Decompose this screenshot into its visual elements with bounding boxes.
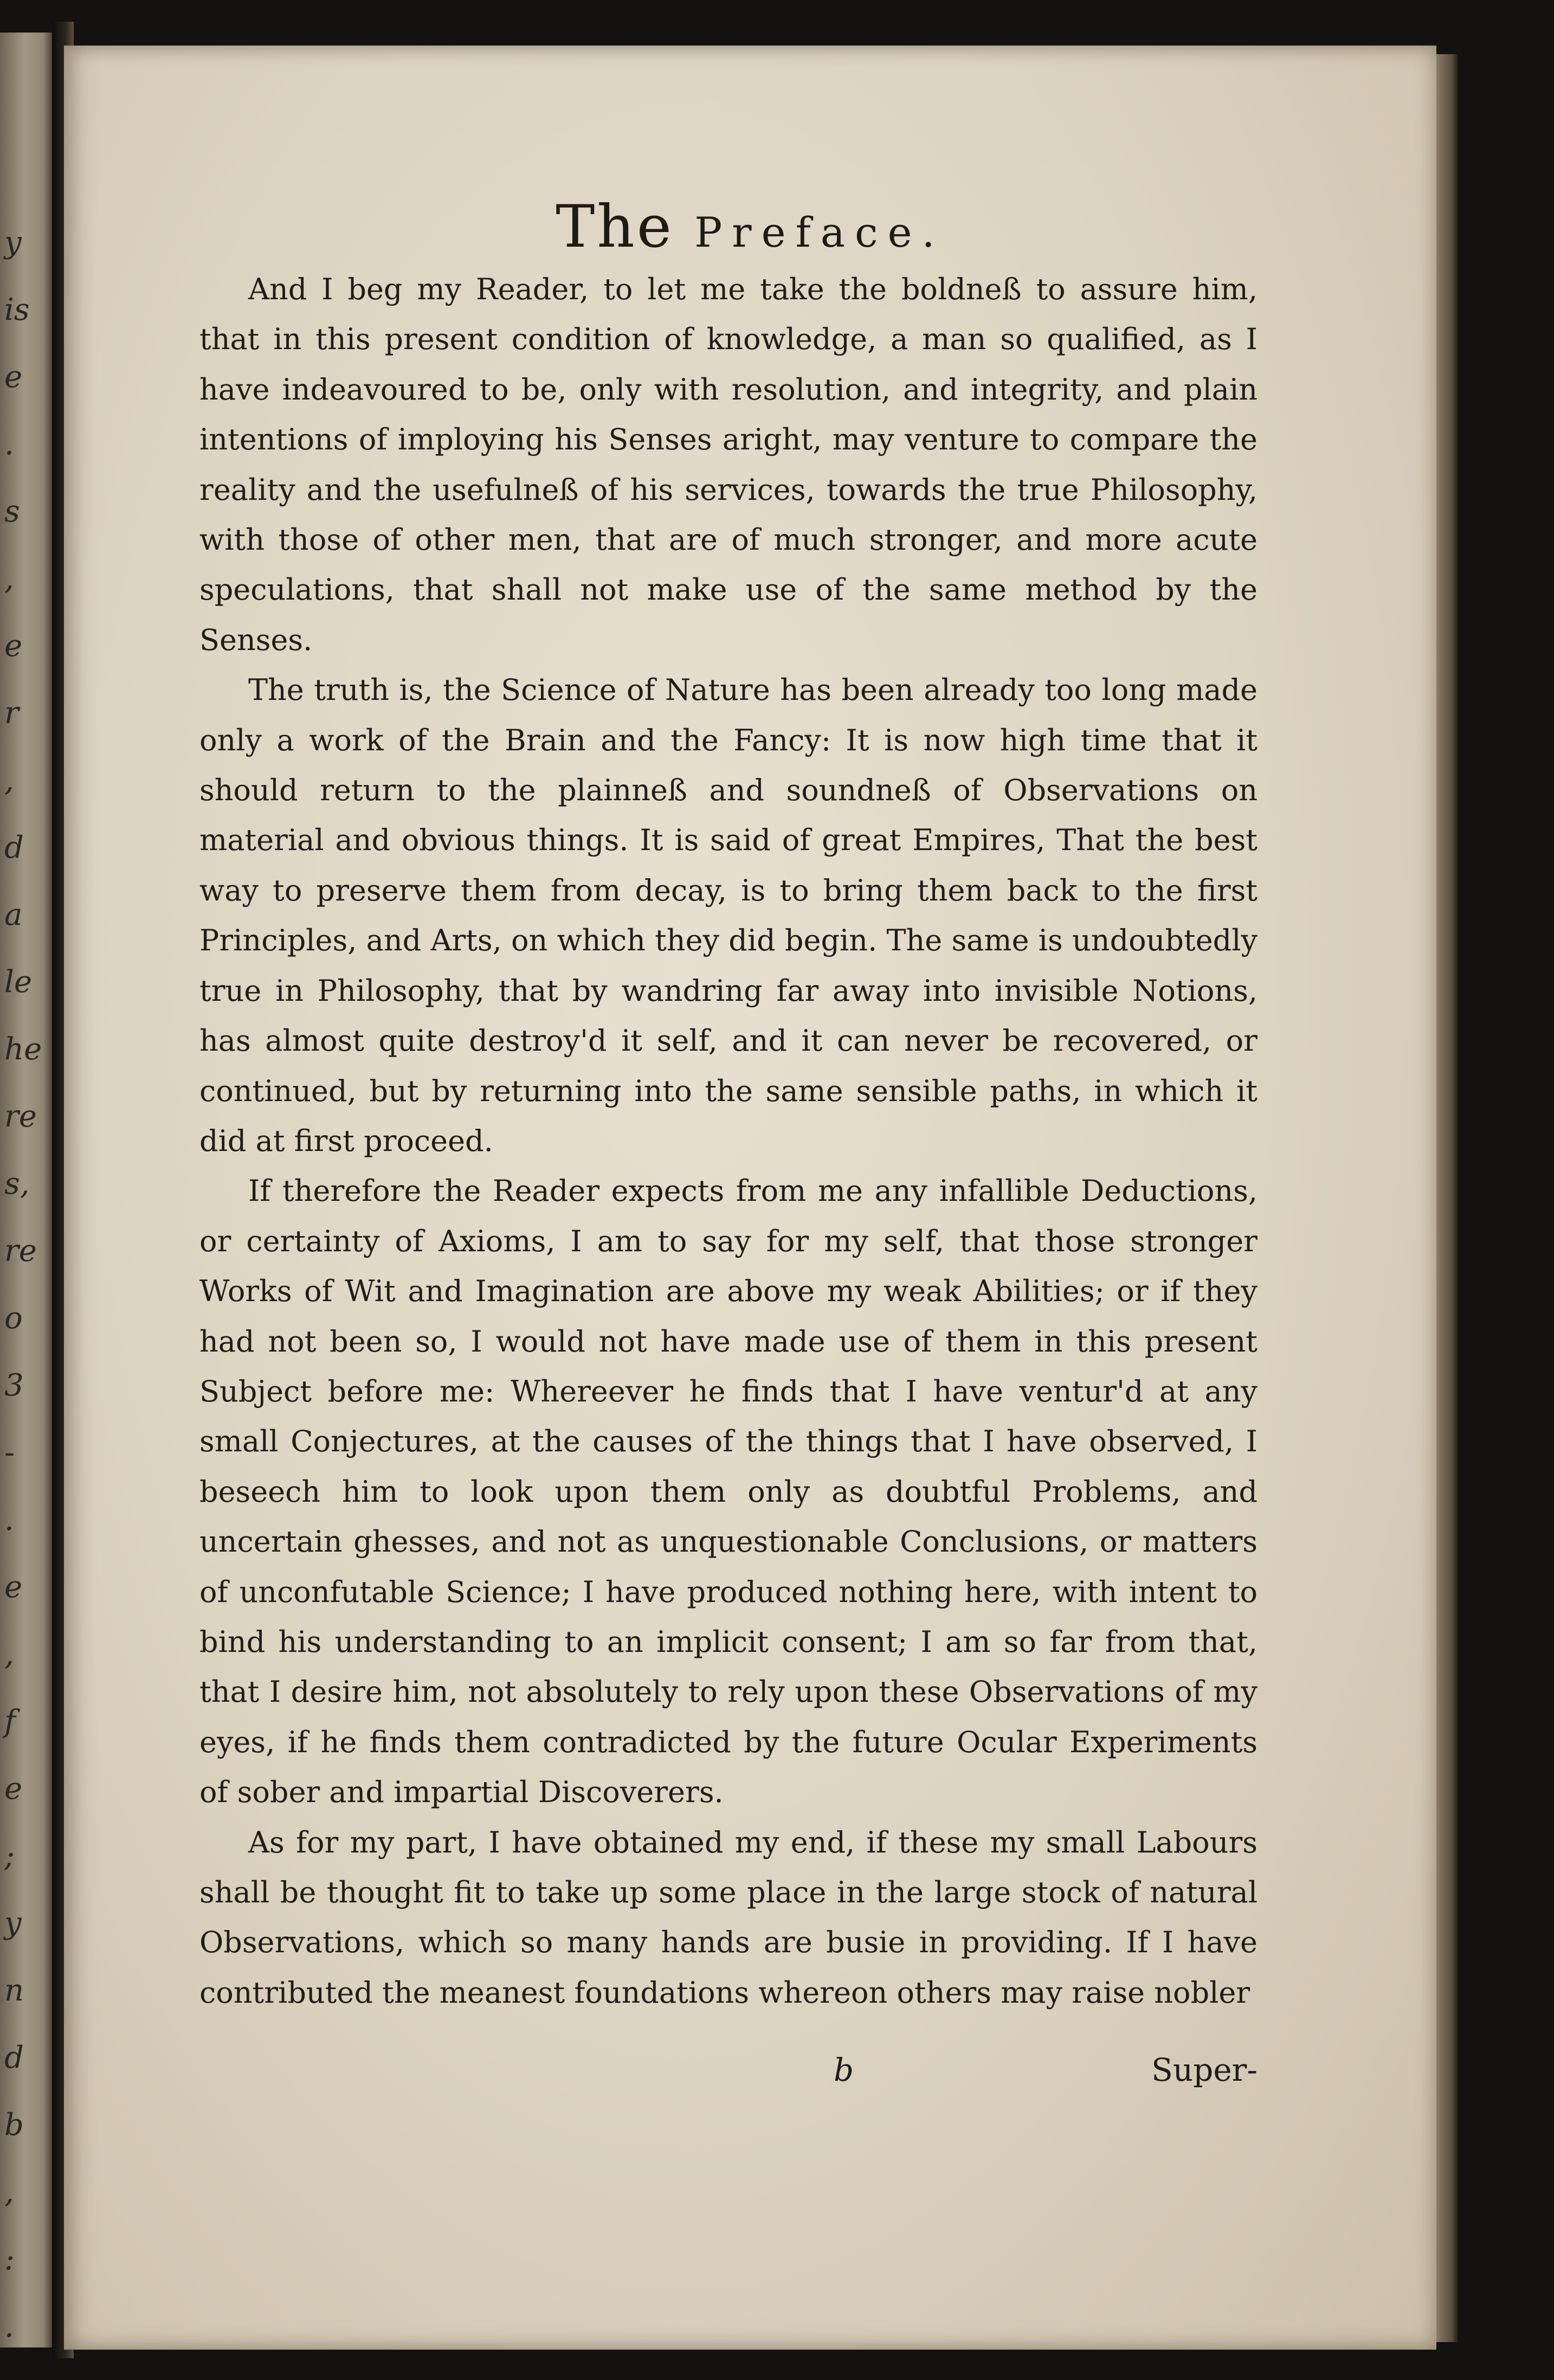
left-page-fragment: n	[4, 1973, 24, 2008]
left-page-fragment: s,	[4, 1166, 30, 1201]
running-head	[64, 193, 1436, 261]
left-page-fragment: y	[4, 1906, 22, 1941]
left-page-fragment: ,	[4, 2175, 14, 2210]
left-page-fragment: o	[4, 1301, 23, 1336]
running-head-preface: Preface.	[694, 208, 945, 256]
left-page-fragment: .	[4, 427, 14, 462]
left-page-fragment: is	[4, 292, 30, 327]
signature-mark: b	[834, 2051, 854, 2088]
left-page-fragment: .	[4, 2309, 14, 2344]
left-page-fragment: le	[4, 964, 33, 1000]
left-page-fragment: ,	[4, 1637, 14, 1672]
left-page-fragment: s	[4, 494, 20, 529]
left-page-fragment: ,	[4, 763, 14, 798]
left-page-fragment: 3	[4, 1368, 24, 1403]
left-page-fragment: .	[4, 1502, 14, 1538]
paragraph-2: The truth is, the Science of Nature has been already too long made only a work of the Brain and the Fancy: It is now high time that it should return to the plainneß and soundneß of Observations on material and obvious things. It is said of great Empires, That the best way to preserve them from decay, is to bring them back to the first Principles, and Arts, on which they did begin. The same is undoubtedly true in Philosophy, that by wandring far away into invisible Notions, has almost quite destroy'd it self, and it can never be recovered, or continued, but by returning into the same sensible paths, in which it did at first proceed.	[199, 673, 1258, 1158]
left-page-fragment: re	[4, 1233, 37, 1269]
body-text	[199, 265, 1258, 2018]
left-page-fragment: r	[4, 696, 19, 731]
left-page-fragment: ;	[4, 1838, 15, 1874]
left-page-fragment: e	[4, 1771, 23, 1806]
left-page-edge	[0, 33, 54, 2347]
paragraph-1: And I beg my Reader, to let me take the boldneß to assure him, that in this present condition of knowledge, a man so qualified, as I have indeavoured to be, only with resolution, and integrity, and plain intentions of imploying his Senses aright, may venture to compare the reality and the usefulneß of his services, towards the true Philosophy, with those of other men, that are of much stronger, and more acute speculations, that shall not make use of the same method by the Senses.	[199, 272, 1258, 657]
left-page-fragment: a	[4, 897, 23, 932]
left-page-fragment: ,	[4, 561, 14, 596]
book-page	[64, 46, 1436, 2350]
running-head-the: The	[556, 193, 674, 261]
left-page-fragment: :	[4, 2242, 15, 2277]
left-page-fragment: y	[4, 225, 22, 260]
left-page-fragment: e	[4, 359, 23, 395]
paragraph-4: As for my part, I have obtained my end, if these my small Labours shall be thought fit to take up some place in the large stock of natural Observations, which so many hands are busie in providing. If I have contributed the meanest foundations whereon others may raise nobler	[199, 1825, 1258, 2010]
left-page-fragment: re	[4, 1099, 37, 1134]
page-fore-edge	[1436, 54, 1458, 2342]
left-page-fragment: e	[4, 628, 23, 664]
left-page-fragment: e	[4, 1569, 23, 1605]
left-page-fragment: d	[4, 2040, 24, 2075]
left-page-fragment: he	[4, 1032, 42, 1067]
page-footer	[199, 2051, 1258, 2106]
left-page-fragment: f	[4, 1704, 16, 1739]
left-page-fragment: -	[4, 1435, 15, 1470]
paragraph-3: If therefore the Reader expects from me any infallible Deductions, or certainty of Axioms, I am to say for my self, that those stronger Works of Wit and Imagination are above my weak Abilities; or if they had not been so, I would not have made use of them in this present Subject before me: Whereever he finds that I have ventur'd at any small Conjectures, at the causes of the things that I have observed, I beseech him to look upon them only as doubtful Problems, and uncertain ghesses, and not as unquestionable Conclusions, or matters of unconfutable Science; I have produced nothing here, with intent to bind his understanding to an implicit consent; I am so far from that, that I desire him, not absolutely to rely upon these Observations of my eyes, if he finds them contradicted by the future Ocular Experiments of sober and impartial Discoverers.	[199, 1174, 1258, 1810]
left-page-fragment: d	[4, 830, 24, 865]
left-page-fragment: b	[4, 2107, 24, 2143]
catchword: Super-	[1151, 2051, 1258, 2088]
